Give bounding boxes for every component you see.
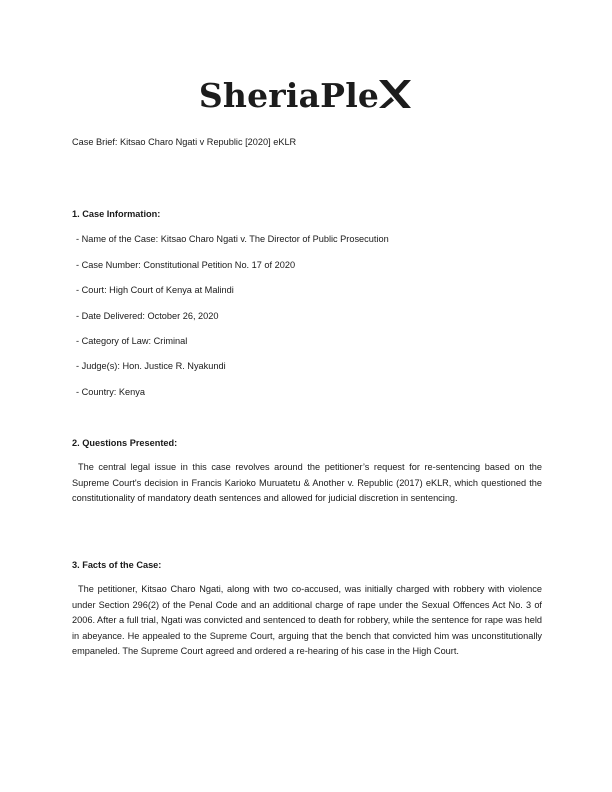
list-item: - Date Delivered: October 26, 2020	[76, 311, 219, 321]
facts-paragraph: The petitioner, Kitsao Charo Ngati, along with two co-accused, was initially charged with robbery with violence under Section 296(2) of the Penal Code and an additional charge of rape under the Sexual Offences Act No. 3 of 2006. After a full trial, Ngati was convicted and sentenced to death for robbery, while the sentence for rape was held in abeyance. He appealed to the Supreme Court, arguing that the bench that convicted him was unconstitutionally empaneled. The Supreme Court agreed and ordered a re-hearing of his case in the High Court.	[72, 584, 542, 657]
x-mark-icon	[377, 79, 413, 109]
questions-presented-paragraph: The central legal issue in this case revolves around the petitioner’s request for re-sentencing based on the Supreme Court's decision in Francis Karioko Muruatetu & Another v. Republic (2017) eKLR, which questioned the constitutionality of mandatory death sentences and allowed for judicial discretion in sentencing.	[72, 462, 542, 504]
section-heading-questions-presented: 2. Questions Presented:	[72, 438, 178, 448]
list-item: - Country: Kenya	[76, 387, 145, 397]
list-item: - Case Number: Constitutional Petition No. 17 of 2020	[76, 260, 296, 270]
list-item: - Name of the Case: Kitsao Charo Ngati v. The Director of Public Prosecution	[76, 234, 389, 244]
logo-wordmark: SheriaPle	[198, 76, 380, 115]
section-heading-facts-of-the-case: 3. Facts of the Case:	[72, 560, 162, 570]
section-heading-case-information: 1. Case Information:	[72, 209, 161, 219]
document-title: Case Brief: Kitsao Charo Ngati v Republic [2020] eKLR	[72, 137, 297, 147]
list-item: - Judge(s): Hon. Justice R. Nyakundi	[76, 361, 226, 371]
list-item: - Category of Law: Criminal	[76, 336, 188, 346]
sheriaplex-logo	[0, 76, 612, 120]
list-item: - Court: High Court of Kenya at Malindi	[76, 285, 234, 295]
logo-x-mark	[377, 79, 413, 114]
